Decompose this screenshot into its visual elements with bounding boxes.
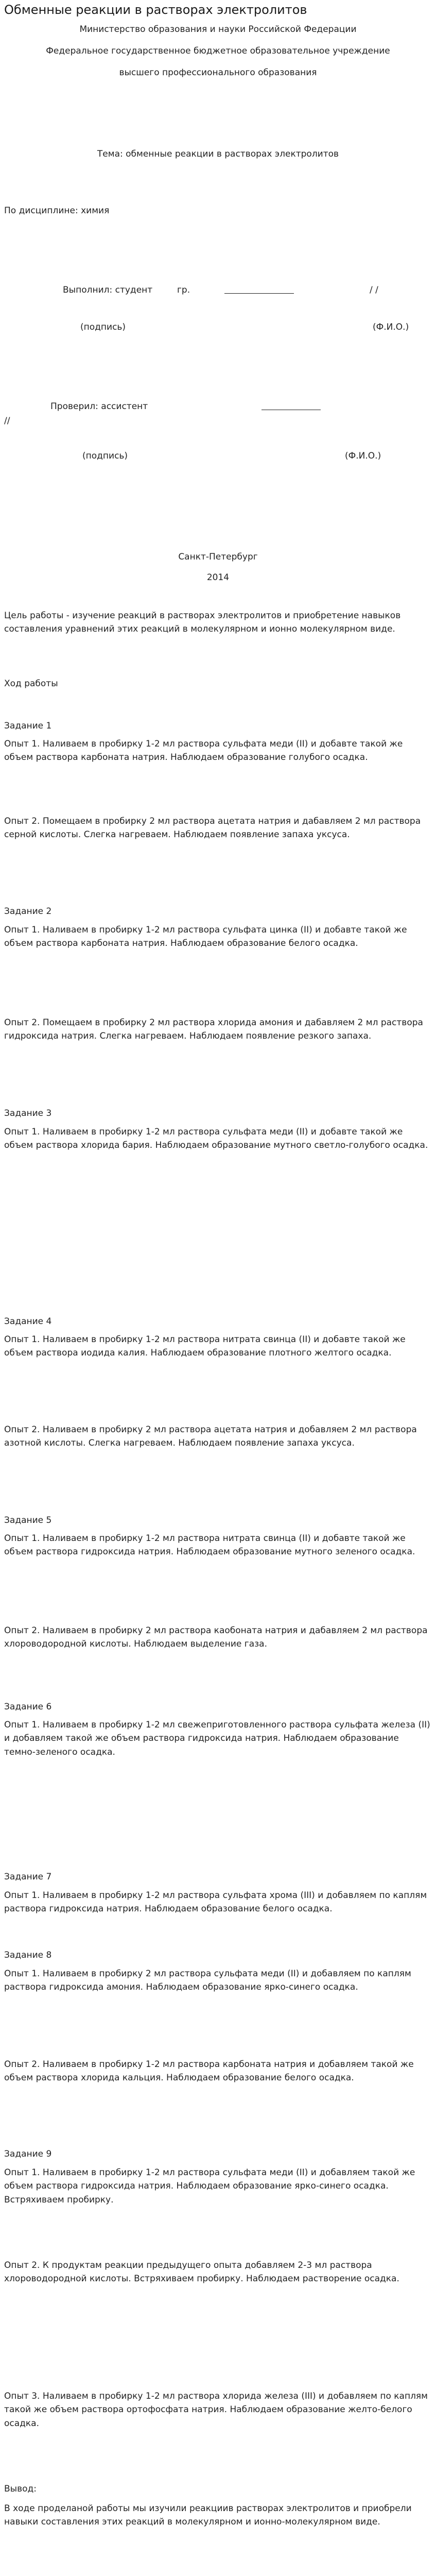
task-4-title: Задание 4 (4, 1316, 52, 1327)
checked-signature-caption: (подпись) (82, 451, 128, 461)
performed-group-line (224, 283, 294, 298)
task-1-title: Задание 1 (4, 721, 52, 731)
task-6-experiment-1: Опыт 1. Наливаем в пробирку 1-2 мл свежеприготовленного раствора сульфата железа (II) и добавляем такой же объем раствора гидроксида натрия. Наблюдаем образование темно-зеленого осадка. (4, 1720, 430, 1757)
task-6-title: Задание 6 (4, 1702, 52, 1712)
discipline: По дисциплине: химия (4, 206, 110, 216)
institution-line-1: Федеральное государственное бюджетное образовательное учреждение (46, 46, 390, 56)
institution-line-2: высшего профессионального образования (119, 67, 317, 78)
task-5-experiment-1: Опыт 1. Наливаем в пробирку 1-2 мл раствора нитрата свинца (II) и добавте такой же объем раствора гидроксида натрия. Наблюдаем образование мутного зеленого осадка. (4, 1533, 415, 1557)
topic: Тема: обменные реакции в растворах электролитов (97, 149, 339, 159)
checked-fio-caption: (Ф.И.О.) (345, 451, 381, 461)
performed-group: гр. (177, 285, 190, 295)
performed-fio-caption: (Ф.И.О.) (373, 322, 409, 332)
task-2-experiment-1: Опыт 1. Наливаем в пробирку 1-2 мл раствора сульфата цинка (II) и добавте такой же объем раствора карбоната натрия. Наблюдаем образование белого осадка. (4, 925, 407, 949)
task-3-title: Задание 3 (4, 1108, 52, 1118)
checked-line (261, 400, 321, 414)
progress-heading: Ход работы (4, 679, 58, 689)
task-4-experiment-1: Опыт 1. Наливаем в пробирку 1-2 мл раствора нитрата свинца (II) и добавте такой же объем раствора иодида калия. Наблюдаем образование плотного желтого осадка. (4, 1334, 406, 1359)
task-1-experiment-1: Опыт 1. Наливаем в пробирку 1-2 мл раствора сульфата меди (II) и добавте такой же объем раствора карбоната натрия. Наблюдаем образование голубого осадка. (4, 739, 403, 763)
task-5-title: Задание 5 (4, 1515, 52, 1526)
task-8-title: Задание 8 (4, 1950, 52, 1960)
performed-slash: / / (370, 285, 378, 295)
task-4-experiment-2: Опыт 2. Наливаем в пробирку 2 мл раствора ацетата натрия и добавляем 2 мл раствора азотной кислоты. Слегка нагреваем. Наблюдаем появление запаха уксуса. (4, 1425, 417, 1449)
city: Санкт-Петербург (178, 552, 258, 562)
task-9-title: Задание 9 (4, 2149, 52, 2159)
task-3-experiment-1: Опыт 1. Наливаем в пробирку 1-2 мл раствора сульфата меди (II) и добавте такой же объем раствора хлорида бария. Наблюдаем образование мутного светло-голубого осадка. (4, 1127, 428, 1151)
conclusion-text: В ходе проделаной работы мы изучили реакциив растворах электролитов и приобрели навыки составления этих реакций в молекулярном и ионно-молекулярном виде. (4, 2503, 412, 2528)
performed-label: Выполнил: студент (63, 285, 153, 295)
task-7-title: Задание 7 (4, 1872, 52, 1882)
task-7-experiment-1: Опыт 1. Наливаем в пробирку 1-2 мл раствора сульфата хрома (III) и добавляем по каплям раствора гидроксида натрия. Наблюдаем образование белого осадка. (4, 1890, 427, 1914)
performed-signature-caption: (подпись) (80, 322, 126, 332)
task-1-experiment-2: Опыт 2. Помещаем в пробирку 2 мл раствора ацетата натрия и дабавляем 2 мл раствора серной кислоты. Слегка нагреваем. Наблюдаем появление запаха уксуса. (4, 816, 421, 840)
task-9-experiment-2: Опыт 2. К продуктам реакции предыдущего опыта добавляем 2-3 мл раствора хлороводородной кислоты. Встряхиваем пробирку. Наблюдаем растворение осадка. (4, 2260, 399, 2284)
task-8-experiment-1: Опыт 1. Наливаем в пробирку 2 мл раствора сульфата меди (II) и добавляем по каплям раствора гидроксида амония. Наблюдаем образование ярко-синего осадка. (4, 1969, 411, 1993)
work-goal: Цель работы - изучение реакций в растворах электролитов и приобретение навыков составления уравнений этих реакций в молекулярном и ионно молекулярном виде. (4, 611, 401, 635)
checked-slashes: // (4, 416, 10, 426)
checked-label: Проверил: ассистент (50, 401, 148, 412)
ministry-line: Министерство образования и науки Российской Федерации (79, 24, 357, 35)
task-9-experiment-1: Опыт 1. Наливаем в пробирку 1-2 мл раствора сульфата меди (II) и добавляем такой же объем раствора гидроксида натрия. Наблюдаем образование ярко-синего осадка. Встряхиваем пробирку. (4, 2167, 415, 2205)
task-2-title: Задание 2 (4, 906, 52, 917)
task-9-experiment-3: Опыт 3. Наливаем в пробирку 1-2 мл раствора хлорида железа (III) и добавляем по каплям такой же объем раствора ортофосфата натрия. Наблюдаем образование желто-белого осадка. (4, 2391, 428, 2429)
task-2-experiment-2: Опыт 2. Помещаем в пробирку 2 мл раствора хлорида амония и дабавляем 2 мл раствора гидроксида натрия. Слегка нагреваем. Наблюдаем появление резкого запаха. (4, 1018, 423, 1042)
task-8-experiment-2: Опыт 2. Наливаем в пробирку 1-2 мл раствора карбоната натрия и добавляем такой же объем раствора хлорида кальция. Наблюдаем образование белого осадка. (4, 2059, 414, 2083)
year: 2014 (206, 572, 230, 583)
task-5-experiment-2: Опыт 2. Наливаем в пробирку 2 мл раствора каобоната натрия и дабавляем 2 мл раствора хлороводородной кислоты. Наблюдаем выделение газа. (4, 1625, 428, 1650)
document-title: Обменные реакции в растворах электролитов (4, 3, 307, 17)
conclusion-title: Вывод: (4, 2484, 37, 2494)
